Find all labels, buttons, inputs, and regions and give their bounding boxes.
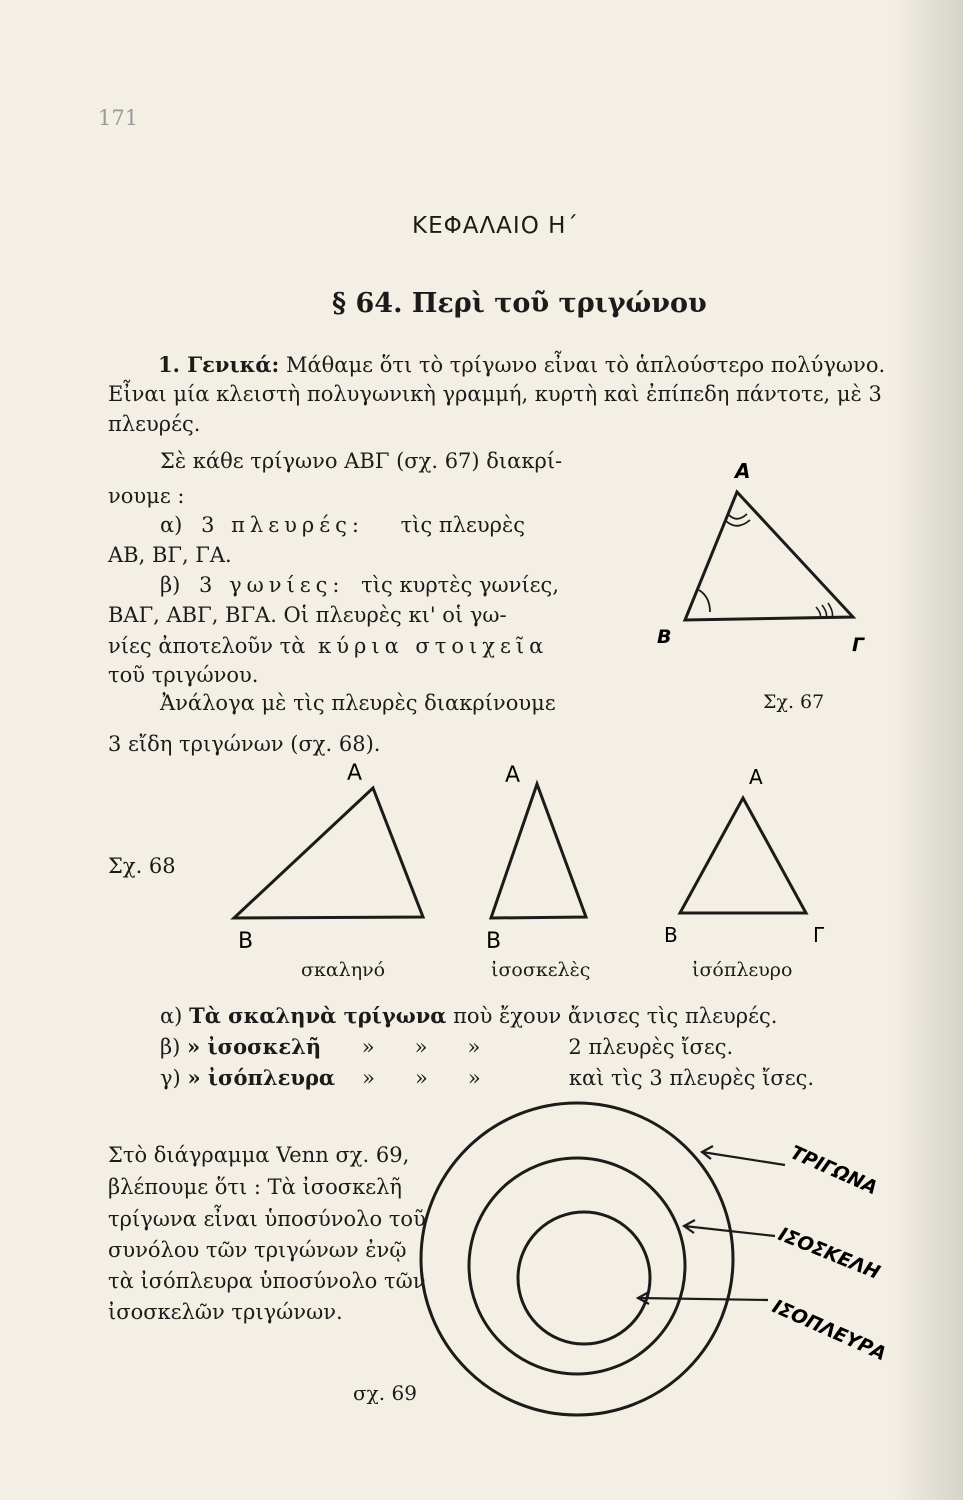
fig68-equilateral-triangle (680, 798, 806, 913)
fig68-equilateral-left: Β (664, 923, 678, 947)
item-b-line-2: ΒΑΓ, ΑΒΓ, ΒΓΑ. Οἱ πλευρὲς κι' οἱ γω- (108, 603, 507, 627)
general-line-6: Ἀνάλογα μὲ τὶς πλευρὲς διακρίνουμε (160, 691, 556, 715)
type-end: καὶ τὶς 3 πλευρὲς ἴσες. (568, 1066, 815, 1090)
fig69-venn-circles (421, 1103, 733, 1415)
item-a-line-2: ΑΒ, ΒΓ, ΓΑ. (108, 543, 232, 567)
type-label: γ) (160, 1066, 181, 1090)
venn-text-line-3: τρίγωνα εἶναι ὑποσύνολο τοῦ (108, 1207, 426, 1231)
fig67-angle-a-arc2 (726, 520, 750, 526)
general-line-2: Εἶναι μία κλειστὴ πολυγωνικὴ γραμμή, κυρτὴ καὶ ἐπίπεδη πάντοτε, μὲ 3 (108, 382, 882, 406)
fig68-isosceles-label: ἰσοσκελὲς (491, 959, 591, 981)
general-line-3: πλευρές. (108, 412, 201, 436)
fig68-scalene-triangle (234, 788, 423, 918)
chapter-title: ΚΕΦΑΛΑΙΟ Η΄ (412, 213, 579, 239)
fig68-isosceles-left: Β (486, 929, 502, 954)
venn-text-line-5: τὰ ἰσόπλευρα ὑποσύνολο τῶν (108, 1269, 426, 1293)
venn-text-line-6: ἰσοσκελῶν τριγώνων. (108, 1300, 343, 1324)
type-name: » ἰσόπλευρα (187, 1065, 336, 1090)
fig68-scalene-left: Β (238, 929, 254, 954)
fig67-vertex-g: Γ (852, 634, 865, 656)
type-name: Τὰ σκαληνὰ τρίγωνα (189, 1003, 447, 1028)
type-end: ἄνισες τὶς πλευρές. (567, 1004, 778, 1028)
item-b-line-3-pre: νίες ἀποτελοῦν τὰ (108, 634, 306, 658)
fig67-angle-b-arc (699, 590, 710, 612)
type-label: β) (160, 1035, 181, 1059)
venn-text-line-1: Στὸ διάγραμμα Venn σχ. 69, (108, 1143, 410, 1167)
fig69-circle-equilateral (518, 1212, 650, 1344)
type-end: 2 πλευρὲς ἴσες. (568, 1035, 734, 1059)
item-b-line-3-term: κύρια στοιχεῖα (318, 634, 549, 658)
fig69-caption: σχ. 69 (353, 1381, 417, 1405)
item-a-term: 3 πλευρές: (201, 513, 364, 537)
fig67-caption: Σχ. 67 (763, 691, 825, 713)
fig67-triangle (685, 492, 853, 620)
fig67-vertex-a: Α (735, 459, 751, 483)
type-mid: ποὺ ἔχουν (453, 1004, 562, 1028)
item-a-label: α) (160, 513, 183, 537)
section-title: § 64. Περὶ τοῦ τριγώνου (332, 288, 707, 319)
general-line-7: 3 εἴδη τριγώνων (σχ. 68). (108, 732, 381, 756)
type-row-scalene (160, 1005, 777, 1027)
fig68-equilateral-top: Α (749, 765, 763, 789)
fig69-circle-isosceles (469, 1158, 685, 1374)
fig68-scalene-label: σκαληνό (301, 959, 386, 981)
fig67-angle-a-arc1 (729, 514, 747, 519)
general-line-1-text: Μάθαμε ὅτι τὸ τρίγωνο εἶναι τὸ ἁπλούστερο πολύγωνο. (285, 353, 886, 377)
fig69-arrow-outer (702, 1152, 785, 1165)
fig67-vertex-b: Β (657, 626, 672, 648)
fig67-triangle-shape (685, 492, 853, 620)
fig68-isosceles-top: Α (505, 763, 521, 788)
fig69-arrow-inner (638, 1298, 768, 1300)
type-mid: » » » (362, 1066, 481, 1090)
item-b-rest: τὶς κυρτὲς γωνίες, (361, 573, 559, 597)
fig68-equilateral-label: ἰσόπλευρο (692, 959, 793, 981)
fig69-label-equilateral: ΙΣΟΠΛΕΥΡΑ (768, 1295, 890, 1366)
general-line-4: Σὲ κάθε τρίγωνο ΑΒΓ (σχ. 67) διακρί- (160, 449, 563, 473)
general-heading: 1. Γενικά: (158, 352, 280, 377)
item-b-term: 3 γωνίες: (199, 573, 345, 597)
item-a-rest: τὶς πλευρὲς (400, 513, 526, 537)
fig69-arrows (638, 1146, 785, 1304)
fig68-scalene-top: Α (347, 761, 363, 786)
type-name: » ἰσοσκελῆ (187, 1034, 322, 1059)
fig68-caption: Σχ. 68 (108, 854, 176, 878)
fig67-angle-g-arc1 (828, 603, 833, 618)
item-b-line-4: τοῦ τριγώνου. (108, 663, 259, 687)
type-mid: » » » (361, 1035, 481, 1059)
venn-text-line-4: συνόλου τῶν τριγώνων ἐνῷ (108, 1238, 407, 1262)
type-label: α) (160, 1004, 183, 1028)
fig68-isosceles-triangle (491, 784, 586, 918)
type-row-isosceles (160, 1036, 733, 1058)
fig69-label-triangles: ΤΡΙΓΩΝΑ (786, 1141, 881, 1200)
fig69-label-isosceles: ΙΣΟΣΚΕΛΗ (775, 1223, 884, 1284)
venn-text-line-2: βλέπουμε ὅτι : Τὰ ἰσοσκελῆ (108, 1175, 402, 1199)
item-b-label: β) (160, 573, 181, 597)
type-row-equilateral (160, 1067, 814, 1089)
page-number: 171 (98, 106, 139, 130)
fig68-equilateral-right: Γ (813, 923, 825, 947)
general-line-5: νουμε : (108, 484, 185, 508)
